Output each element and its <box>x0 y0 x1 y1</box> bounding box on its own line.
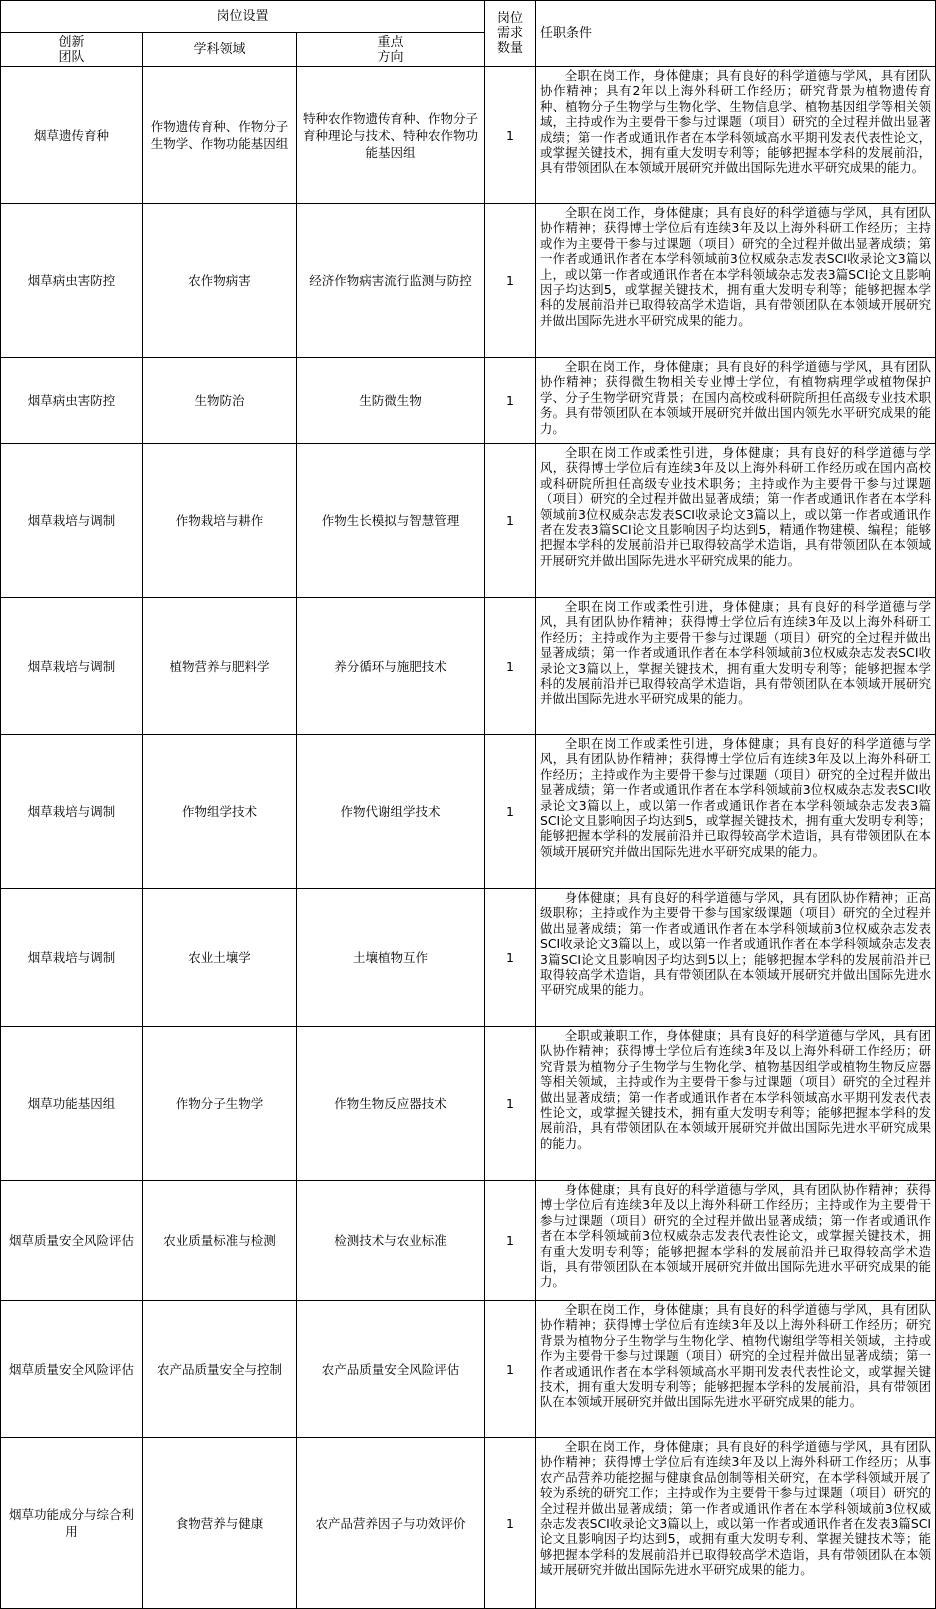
requirements-text: 全职在岗工作，身体健康；具有良好的科学道德与学风，具有团队协作精神；获得博士学位后有连续3年及以上海外科研工作经历；从事农产品营养功能挖掘与健康食品创制等相关研究，在本学科领域开展了较为系统的研究工作；主持或作为主要骨干参与过课题（项目）研究的全过程并做出显著成绩；第一作者或通讯作者在本学科领域前3位权威杂志发表SCI收录论文3篇以上，或以第一作者或通讯作者在发表3篇SCI论文且影响因子均达到5，或拥有重大发明专利、掌握关键技术等；能够把握本学科的发展前沿并已取得较高学术造诣，具有带领团队在本领域开展研究并做出国际先进水平研究成果的能力。 <box>540 1439 931 1578</box>
cell-count: 1 <box>485 1027 536 1181</box>
cell-team: 烟草栽培与调制 <box>1 735 143 889</box>
cell-direction: 农产品营养因子与功效评价 <box>297 1438 485 1609</box>
requirements-text: 全职在岗工作或柔性引进，身体健康；具有良好的科学道德与学风，获得博士学位后有连续3年及以上海外科研工作经历或在国内高校或科研院所担任高级专业技术职务；主持或作为主要骨干参与过课题（项目）研究的全过程并做出显著成绩；第一作者或通讯作者在本学科领域前3位权威杂志发表SCI收录论文3篇以上，或以第一作者或通讯作者在发表3篇SCI论文且影响因子均达到5，精通作物建模、编程；能够把握本学科的发展前沿并已取得较高学术造诣，具有带领团队在本领域开展研究并做出国际先进水平研究成果的能力。 <box>540 445 931 568</box>
requirements-text: 全职在岗工作，身体健康；具有良好的科学道德与学风，具有团队协作精神；获得博士学位后有连续3年及以上海外科研工作经历；主持或作为主要骨干参与过课题（项目）研究的全过程并做出显著成绩；第一作者或通讯作者在本学科领域前3位权威杂志发表SCI收录论文3篇以上，或以第一作者或通讯作者在本学科领域杂志发表3篇SCI论文且影响因子均达到5，或掌握关键技术，拥有重大发明专利等；能够把握本学科的发展前沿并已取得较高学术造诣，具有带领团队在本领域开展研究并做出国际先进水平研究成果的能力。 <box>540 205 931 328</box>
cell-direction: 农产品质量安全风险评估 <box>297 1301 485 1438</box>
cell-team: 烟草遗传育种 <box>1 67 143 204</box>
table-row <box>1 1181 936 1301</box>
cell-direction: 生防微生物 <box>297 358 485 444</box>
cell-direction: 作物生物反应器技术 <box>297 1027 485 1181</box>
cell-team: 烟草栽培与调制 <box>1 598 143 735</box>
cell-count: 1 <box>485 444 536 598</box>
table-row <box>1 204 936 358</box>
cell-field: 植物营养与肥料学 <box>143 598 297 735</box>
cell-team: 烟草质量安全风险评估 <box>1 1181 143 1301</box>
cell-field: 农产品质量安全与控制 <box>143 1301 297 1438</box>
requirements-text: 全职在岗工作，身体健康；具有良好的科学道德与学风，具有团队协作精神；具有2年以上海外科研工作经历；研究背景为植物遗传育种、植物分子生物学与生物化学、生物信息学、植物基因组学等相关领域，主持或作为主要骨干参与过课题（项目）研究的全过程并做出显著成绩；第一作者或通讯作者在本学科领域高水平期刊发表代表性论文，或掌握关键技术，拥有重大发明专利等；能够把握本学科的发展前沿，具有带领团队在本领域开展研究并做出国际先进水平研究成果的能力。 <box>540 68 931 176</box>
cell-field: 作物栽培与耕作 <box>143 444 297 598</box>
table-row <box>1 598 936 735</box>
cell-count: 1 <box>485 1301 536 1438</box>
requirements-text: 全职或兼职工作，身体健康；具有良好的科学道德与学风，具有团队协作精神；获得博士学位后有连续3年及以上海外科研工作经历；研究背景为植物分子生物学与生物化学、植物基因组学或植物生物反应器等相关领域，主持或作为主要骨干参与过课题（项目）研究的全过程并做出显著成绩；第一作者或通讯作者在本学科领域高水平期刊发表代表性论文，或掌握关键技术，拥有重大发明专利等；能够把握本学科的发展前沿，具有带领团队在本领域开展研究并做出国际先进水平研究成果的能力。 <box>540 1028 931 1151</box>
table-row <box>1 1027 936 1181</box>
cell-count: 1 <box>485 67 536 204</box>
cell-requirements <box>536 444 936 598</box>
header-count: 岗位 需求 数量 <box>485 1 536 67</box>
cell-requirements <box>536 735 936 889</box>
cell-requirements <box>536 1438 936 1609</box>
cell-count: 1 <box>485 598 536 735</box>
cell-direction: 土壤植物互作 <box>297 889 485 1027</box>
cell-requirements <box>536 1181 936 1301</box>
cell-team: 烟草质量安全风险评估 <box>1 1301 143 1438</box>
cell-requirements <box>536 1027 936 1181</box>
header-group: 岗位设置 <box>1 1 485 33</box>
cell-direction: 检测技术与农业标准 <box>297 1181 485 1301</box>
cell-requirements <box>536 598 936 735</box>
cell-field: 农业质量标准与检测 <box>143 1181 297 1301</box>
requirements-text: 全职在岗工作或柔性引进，身体健康；具有良好的科学道德与学风，具有团队协作精神；获得博士学位后有连续3年及以上海外科研工作经历；主持或作为主要骨干参与过课题（项目）研究的全过程并做出显著成绩；第一作者或通讯作者在本学科领域前3位权威杂志发表SCI收录论文3篇以上，掌握关键技术，拥有重大发明专利等；能够把握本学科的发展前沿并已取得较高学术造诣，具有带领团队在本领域开展研究并做出国际先进水平研究成果的能力。 <box>540 599 931 707</box>
requirements-text: 全职在岗工作或柔性引进，身体健康；具有良好的科学道德与学风，具有团队协作精神；获得博士学位后有连续3年及以上海外科研工作经历；主持或作为主要骨干参与过课题（项目）研究的全过程并做出显著成绩；第一作者或通讯作者在本学科领域前3位权威杂志发表SCI收录论文3篇以上，或以第一作者或通讯作者在本学科领域杂志发表3篇SCI论文且影响因子均达到5，或掌握关键技术，拥有重大发明专利等；能够把握本学科的发展前沿并已取得较高学术造诣，具有带领团队在本领域开展研究并做出国际先进水平研究成果的能力。 <box>540 736 931 859</box>
cell-count: 1 <box>485 1438 536 1609</box>
cell-field: 作物遗传育种、作物分子生物学、作物功能基因组 <box>143 67 297 204</box>
table-row <box>1 889 936 1027</box>
cell-field: 食物营养与健康 <box>143 1438 297 1609</box>
cell-field: 生物防治 <box>143 358 297 444</box>
table-row <box>1 1301 936 1438</box>
cell-team: 烟草功能成分与综合利用 <box>1 1438 143 1609</box>
header-requirements: 任职条件 <box>536 1 936 67</box>
cell-requirements <box>536 204 936 358</box>
cell-count: 1 <box>485 1181 536 1301</box>
cell-requirements <box>536 889 936 1027</box>
requirements-text: 身体健康；具有良好的科学道德与学风，具有团队协作精神；正高级职称；主持或作为主要骨干参与国家级课题（项目）研究的全过程并做出显著成绩；第一作者或通讯作者在本学科领域前3位权威杂志发表SCI收录论文3篇以上，或以第一作者或通讯作者在本学科领域杂志发表3篇SCI论文且影响因子均达到5以上；能够把握本学科的发展前沿并已取得较高学术造诣，具有带领团队在本领域开展研究并做出国际先进水平研究成果的能力。 <box>540 890 931 998</box>
header-team: 创新 团队 <box>1 33 143 67</box>
cell-team: 烟草病虫害防控 <box>1 204 143 358</box>
cell-team: 烟草栽培与调制 <box>1 889 143 1027</box>
cell-field: 农作物病害 <box>143 204 297 358</box>
cell-count: 1 <box>485 204 536 358</box>
requirements-text: 全职在岗工作，身体健康；具有良好的科学道德与学风，具有团队协作精神；获得博士学位后有连续3年及以上海外科研工作经历；研究背景为植物分子生物学与生物化学、植物代谢组学等相关领域，主持或作为主要骨干参与过课题（项目）研究的全过程并做出显著成绩；第一作者或通讯作者在本学科领域高水平期刊发表代表性论文，或掌握关键技术，拥有重大发明专利等；能够把握本学科的发展前沿，具有带领团队在本领域开展研究并做出国际先进水平研究成果的能力。 <box>540 1302 931 1410</box>
cell-field: 作物分子生物学 <box>143 1027 297 1181</box>
header-field: 学科领域 <box>143 33 297 67</box>
cell-field: 农业土壤学 <box>143 889 297 1027</box>
cell-field: 作物组学技术 <box>143 735 297 889</box>
cell-direction: 经济作物病害流行监测与防控 <box>297 204 485 358</box>
cell-count: 1 <box>485 358 536 444</box>
cell-requirements <box>536 358 936 444</box>
cell-direction: 作物生长模拟与智慧管理 <box>297 444 485 598</box>
table-row <box>1 67 936 204</box>
header-row-1 <box>1 1 936 33</box>
table-row <box>1 444 936 598</box>
cell-count: 1 <box>485 735 536 889</box>
table-row <box>1 735 936 889</box>
cell-direction: 特种农作物遗传育种、作物分子育种理论与技术、特种农作物功能基因组 <box>297 67 485 204</box>
cell-team: 烟草栽培与调制 <box>1 444 143 598</box>
requirements-text: 身体健康；具有良好的科学道德与学风，具有团队协作精神；获得博士学位后有连续3年及以上海外科研工作经历；主持或作为主要骨干参与过课题（项目）研究的全过程并做出显著成绩；第一作者或通讯作者在本学科领域前3位权威杂志发表代表性论文，或掌握关键技术，拥有重大发明专利等；能够把握本学科的发展前沿并已取得较高学术造诣，具有带领团队在本领域开展研究并做出国际先进水平研究成果的能力。 <box>540 1182 931 1290</box>
cell-count: 1 <box>485 889 536 1027</box>
cell-requirements <box>536 67 936 204</box>
requirements-text: 全职在岗工作，身体健康；具有良好的科学道德与学风，具有团队协作精神；获得微生物相关专业博士学位，有植物病理学或植物保护学、分子生物学研究背景；在国内高校或科研院所担任高级专业技术职务。具有带领团队在本领域开展研究并做出国内领先水平研究成果的能力。 <box>540 359 931 436</box>
header-direction: 重点 方向 <box>297 33 485 67</box>
cell-requirements <box>536 1301 936 1438</box>
cell-team: 烟草功能基因组 <box>1 1027 143 1181</box>
cell-direction: 养分循环与施肥技术 <box>297 598 485 735</box>
table-row <box>1 1438 936 1609</box>
cell-team: 烟草病虫害防控 <box>1 358 143 444</box>
table-row <box>1 358 936 444</box>
cell-direction: 作物代谢组学技术 <box>297 735 485 889</box>
